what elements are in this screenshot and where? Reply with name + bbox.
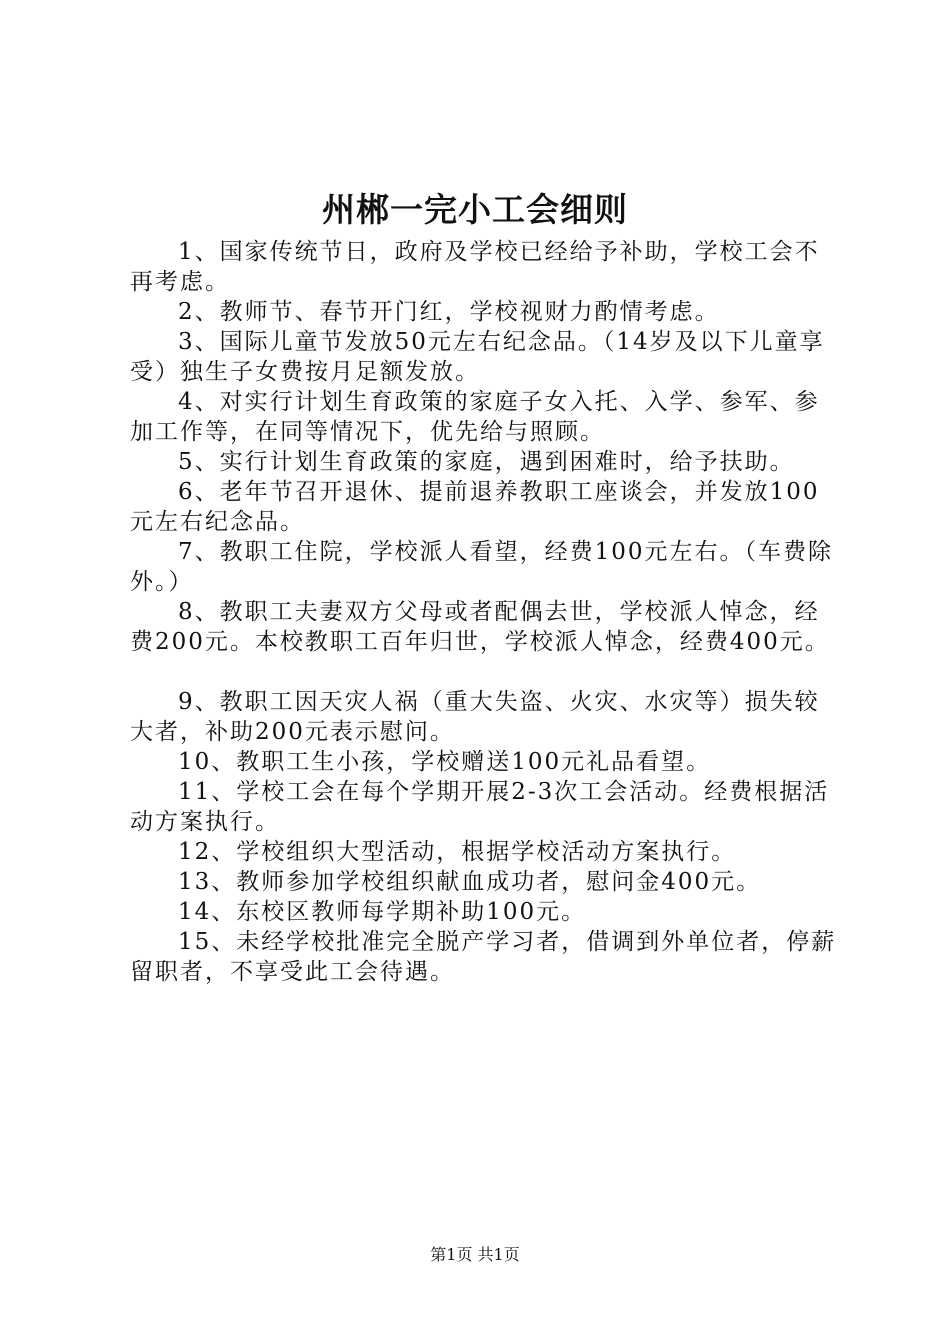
rule-item-14: 14、东校区教师每学期补助100元。 — [178, 899, 587, 925]
rule-item-5: 5、实行计划生育政策的家庭，遇到困难时，给予扶助。 — [178, 449, 795, 475]
rule-item-11: 11、学校工会在每个学期开展2-3次工会活动。经费根据活动方案执行。 — [130, 779, 830, 835]
rule-item-2: 2、教师节、春节开门红，学校视财力酌情考虑。 — [178, 299, 720, 325]
rule-item-4: 4、对实行计划生育政策的家庭子女入托、入学、参军、参加工作等，在同等情况下，优先给与照顾。 — [130, 389, 820, 445]
rule-item-8: 8、教职工夫妻双方父母或者配偶去世，学校派人悼念，经费200元。本校教职工百年归世，学校派人悼念，经费400元。 — [130, 599, 830, 655]
document-title: 州郴一完小工会细则 — [322, 190, 628, 229]
document-body — [130, 237, 842, 987]
rule-item-10: 10、教职工生小孩，学校赠送100元礼品看望。 — [178, 749, 712, 775]
rule-item-9: 9、教职工因天灾人祸（重大失盗、火灾、水灾等）损失较大者，补助200元表示慰问。 — [130, 689, 820, 745]
page-number-footer: 第1页 共1页 — [430, 1245, 520, 1264]
rule-item-1: 1、国家传统节日，政府及学校已经给予补助，学校工会不再考虑。 — [130, 239, 820, 295]
rule-item-13: 13、教师参加学校组织献血成功者，慰问金400元。 — [178, 869, 762, 895]
rule-item-3: 3、国际儿童节发放50元左右纪念品。（14岁及以下儿童享受）独生子女费按月足额发放。 — [130, 329, 825, 385]
rule-item-6: 6、老年节召开退休、提前退养教职工座谈会，并发放100元左右纪念品。 — [130, 479, 820, 535]
rule-item-15: 15、未经学校批准完全脱产学习者，借调到外单位者，停薪留职者，不享受此工会待遇。 — [130, 929, 837, 985]
rule-item-12: 12、学校组织大型活动，根据学校活动方案执行。 — [178, 839, 737, 865]
rule-item-7: 7、教职工住院，学校派人看望，经费100元左右。（车费除外。） — [130, 539, 834, 595]
